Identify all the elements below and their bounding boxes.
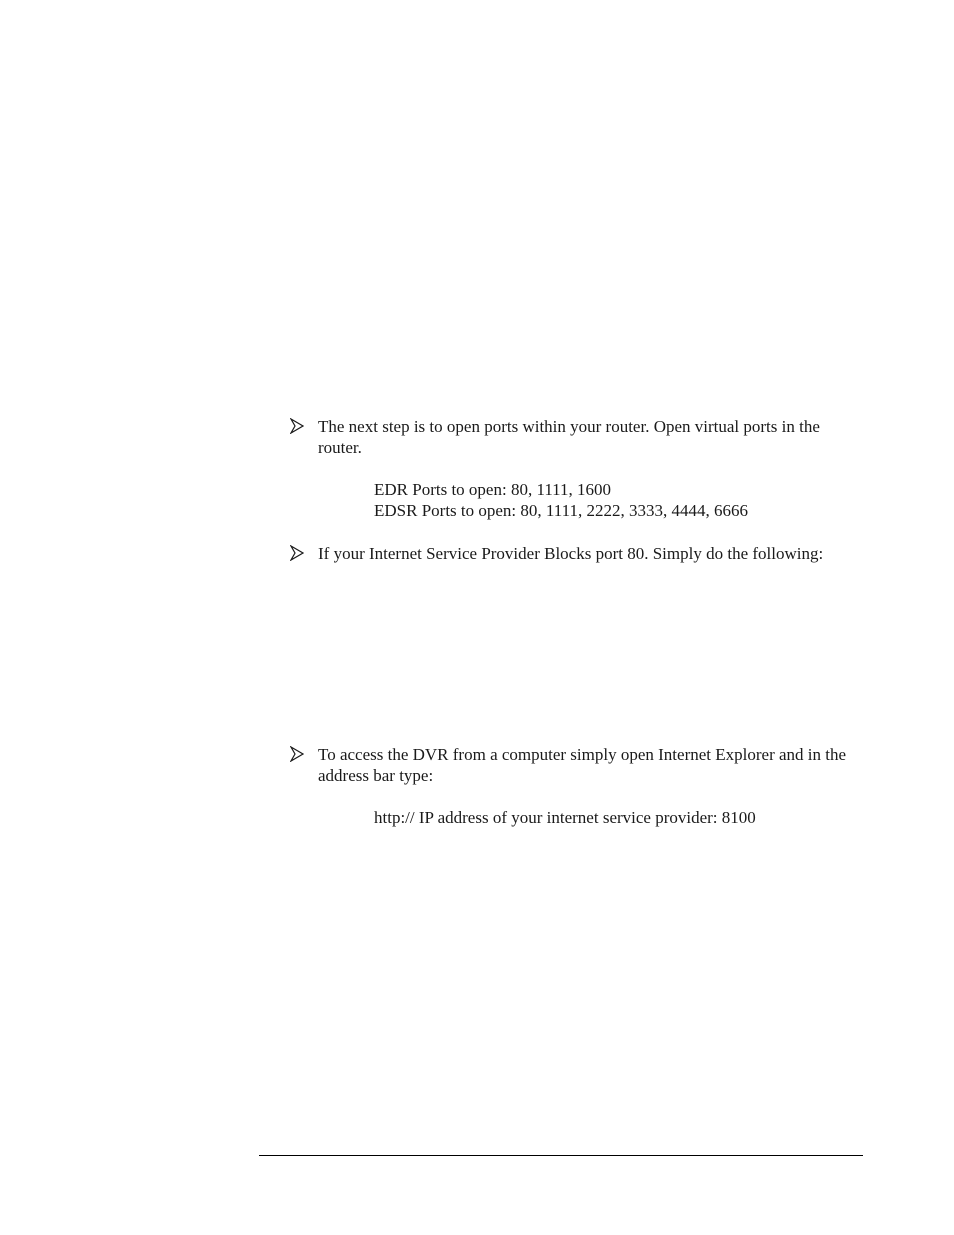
edr-ports-line: EDR Ports to open: 80, 1111, 1600 xyxy=(374,480,612,499)
address-example-line: http:// IP address of your internet service provider: 8100 xyxy=(374,808,756,827)
arrow-bullet-icon xyxy=(290,746,304,762)
edsr-ports-line: EDSR Ports to open: 80, 1111, 2222, 3333, 4444, 6666 xyxy=(374,501,749,520)
bullet-item-open-ports xyxy=(290,416,850,458)
bullet-text-open-ports: The next step is to open ports within your router. Open virtual ports in the router. xyxy=(318,417,820,457)
footer-rule xyxy=(259,1155,863,1156)
bullet-item-access-dvr xyxy=(290,744,850,786)
bullet-text-access-dvr: To access the DVR from a computer simply open Internet Explorer and in the address bar type: xyxy=(318,745,847,785)
bullet-item-port-80 xyxy=(290,543,870,564)
arrow-bullet-icon xyxy=(290,418,304,434)
arrow-bullet-icon xyxy=(290,545,304,561)
bullet-text-port-80: If your Internet Service Provider Blocks port 80. Simply do the following: xyxy=(318,544,824,563)
